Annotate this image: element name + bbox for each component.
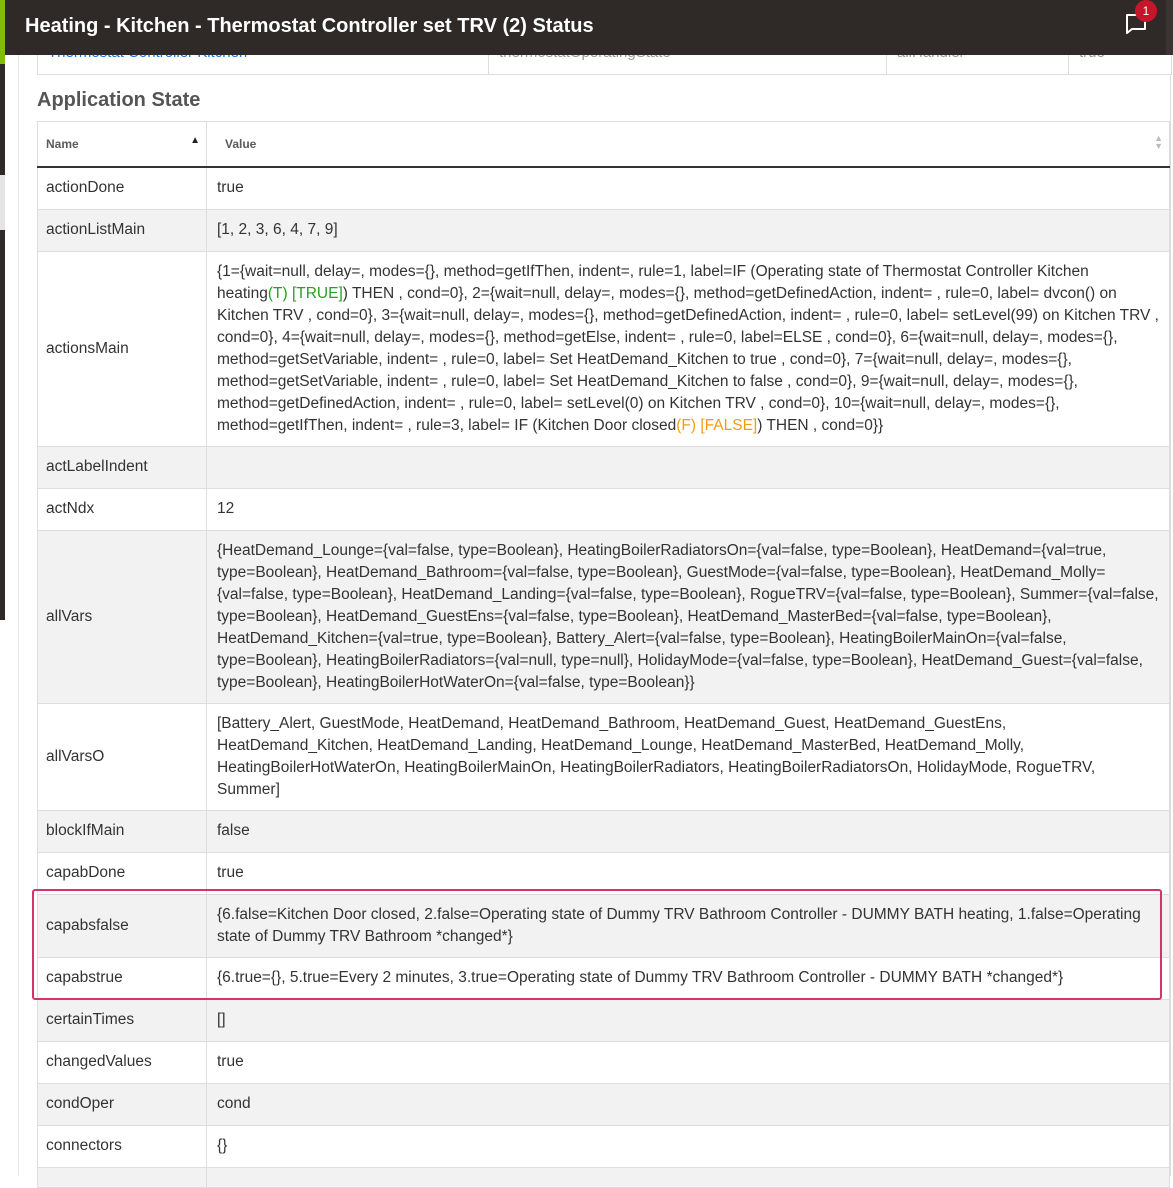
accent-strip <box>0 0 5 64</box>
row-value: true <box>207 167 1170 209</box>
row-value: {} <box>207 1125 1170 1167</box>
row-name: actNdx <box>38 488 207 530</box>
row-value: true <box>207 852 1170 894</box>
false-indicator: [FALSE] <box>700 416 758 434</box>
title-bar <box>0 0 1173 55</box>
sort-both-icon: ▲ ▼ <box>1154 133 1163 151</box>
table-row <box>38 209 1170 251</box>
content-right-border <box>1170 55 1171 1176</box>
value-text: ) THEN , cond=0}, 2={wait=null, delay=, modes={}, method=getDefinedAction, indent= , rule=0, label= dvcon() on Kitchen TRV , cond=0}, 3={wait=null, delay=, modes={}, method=getDefinedAction, indent= , rule=0, label= setLevel(99) on Kitchen TRV , cond=0}, 4={wait=null, delay=, modes={}, method=getElse, indent= , rule=0, label=ELSE , cond=0}, 6={wait=null, delay=, modes={}, method=getSetVariable, indent= , rule=0, label= Set HeatDemand_Kitchen to true , cond=0}, 7={wait=null, delay=, modes={}, method=getSetVariable, indent= , rule=0, label= Set HeatDemand_Kitchen to false , cond=0}, 9={wait=null, delay=, modes={}, method=getDefinedAction, indent= , rule=0, label= setLevel(0) on Kitchen TRV , cond=0}, 10={wait=null, delay=, modes={}, method=getIfThen, indent= , rule=3, label= IF (Kitchen Door closed <box>217 284 1159 434</box>
table-row <box>38 810 1170 852</box>
value-text: {1={wait=null, delay=, modes={}, method=getIfThen, indent=, rule=1, label=IF (Operating state of Thermostat Controller Kitchen heating <box>217 262 1089 302</box>
application-state-table <box>37 121 1170 1188</box>
row-name: connectors <box>38 1125 207 1167</box>
table-row <box>38 530 1170 703</box>
row-name: capabsfalse <box>38 894 207 957</box>
true-indicator: [TRUE] <box>291 284 343 302</box>
section-title: Application State <box>37 89 201 111</box>
row-name <box>38 1167 207 1187</box>
row-value: true <box>207 1041 1170 1083</box>
page-title: Heating - Kitchen - Thermostat Controller set TRV (2) Status <box>25 15 594 37</box>
table-row <box>38 1083 1170 1125</box>
table-row <box>38 488 1170 530</box>
table-row <box>38 1125 1170 1167</box>
column-header-value-label: Value <box>225 137 257 151</box>
table-row <box>38 957 1170 999</box>
row-value <box>207 446 1170 488</box>
row-value <box>207 251 1170 446</box>
column-header-name-label: Name <box>46 137 79 151</box>
row-value: [1, 2, 3, 6, 4, 7, 9] <box>207 209 1170 251</box>
row-name: actionsMain <box>38 251 207 446</box>
value-text: ) THEN , cond=0}} <box>757 416 884 434</box>
row-name: actionListMain <box>38 209 207 251</box>
left-sidebar-edge <box>0 55 5 620</box>
scrollbar-top <box>1166 0 1173 55</box>
true-indicator: (T) <box>267 284 288 302</box>
table-row <box>38 852 1170 894</box>
row-value: {6.false=Kitchen Door closed, 2.false=Operating state of Dummy TRV Bathroom Controller - DUMMY BATH heating, 1.false=Operating state of Dummy TRV Bathroom *changed*} <box>207 894 1170 957</box>
column-header-value[interactable] <box>207 122 1170 168</box>
row-name: actLabelIndent <box>38 446 207 488</box>
row-value: 12 <box>207 488 1170 530</box>
table-row <box>38 703 1170 810</box>
table-row <box>38 1041 1170 1083</box>
row-name: actionDone <box>38 167 207 209</box>
table-row <box>38 1167 1170 1187</box>
row-name: certainTimes <box>38 999 207 1041</box>
column-header-name[interactable] <box>38 122 207 168</box>
row-name: capabDone <box>38 852 207 894</box>
row-value: {HeatDemand_Lounge={val=false, type=Boolean}, HeatingBoilerRadiatorsOn={val=false, type=Boolean}, HeatDemand={val=true, type=Boolean}, HeatDemand_Bathroom={val=false, type=Boolean}, GuestMode={val=false, type=Boolean}, HeatDemand_Molly={val=false, type=Boolean}, HeatDemand_Landing={val=false, type=Boolean}, RogueTRV={val=false, type=Boolean}, Summer={val=false, type=Boolean}, HeatDemand_GuestEns={val=false, type=Boolean}, HeatDemand_MasterBed={val=false, type=Boolean}, HeatDemand_Kitchen={val=true, type=Boolean}, Battery_Alert={val=false, type=Boolean}, HeatingBoilerMainOn={val=false, type=Boolean}, HeatingBoilerRadiators={val=null, type=null}, HolidayMode={val=false, type=Boolean}, HeatDemand_Guest={val=false, type=Boolean}, HeatingBoilerHotWaterOn={val=false, type=Boolean}} <box>207 530 1170 703</box>
row-value: false <box>207 810 1170 852</box>
row-value: {6.true={}, 5.true=Every 2 minutes, 3.true=Operating state of Dummy TRV Bathroom Controller - DUMMY BATH *changed*} <box>207 957 1170 999</box>
row-value: [] <box>207 999 1170 1041</box>
table-row <box>38 167 1170 209</box>
row-value: cond <box>207 1083 1170 1125</box>
notification-badge[interactable]: 1 <box>1135 0 1157 22</box>
content-left-border <box>18 55 19 1176</box>
row-name: capabstrue <box>38 957 207 999</box>
row-name: changedValues <box>38 1041 207 1083</box>
false-indicator: (F) <box>676 416 697 434</box>
table-row <box>38 446 1170 488</box>
table-row <box>38 894 1170 957</box>
row-value <box>207 1167 1170 1187</box>
row-value: [Battery_Alert, GuestMode, HeatDemand, HeatDemand_Bathroom, HeatDemand_Guest, HeatDemand_GuestEns, HeatDemand_Kitchen, HeatDemand_Landing, HeatDemand_Lounge, HeatDemand_MasterBed, HeatDemand_Molly, HeatingBoilerHotWaterOn, HeatingBoilerMainOn, HeatingBoilerRadiators, HeatingBoilerRadiatorsOn, HolidayMode, RogueTRV, Summer] <box>207 703 1170 810</box>
table-row <box>38 251 1170 446</box>
table-row <box>38 999 1170 1041</box>
row-name: condOper <box>38 1083 207 1125</box>
sort-ascending-icon: ▲ <box>190 135 200 146</box>
left-sidebar-gap <box>0 175 5 230</box>
row-name: blockIfMain <box>38 810 207 852</box>
row-name: allVarsO <box>38 703 207 810</box>
row-name: allVars <box>38 530 207 703</box>
